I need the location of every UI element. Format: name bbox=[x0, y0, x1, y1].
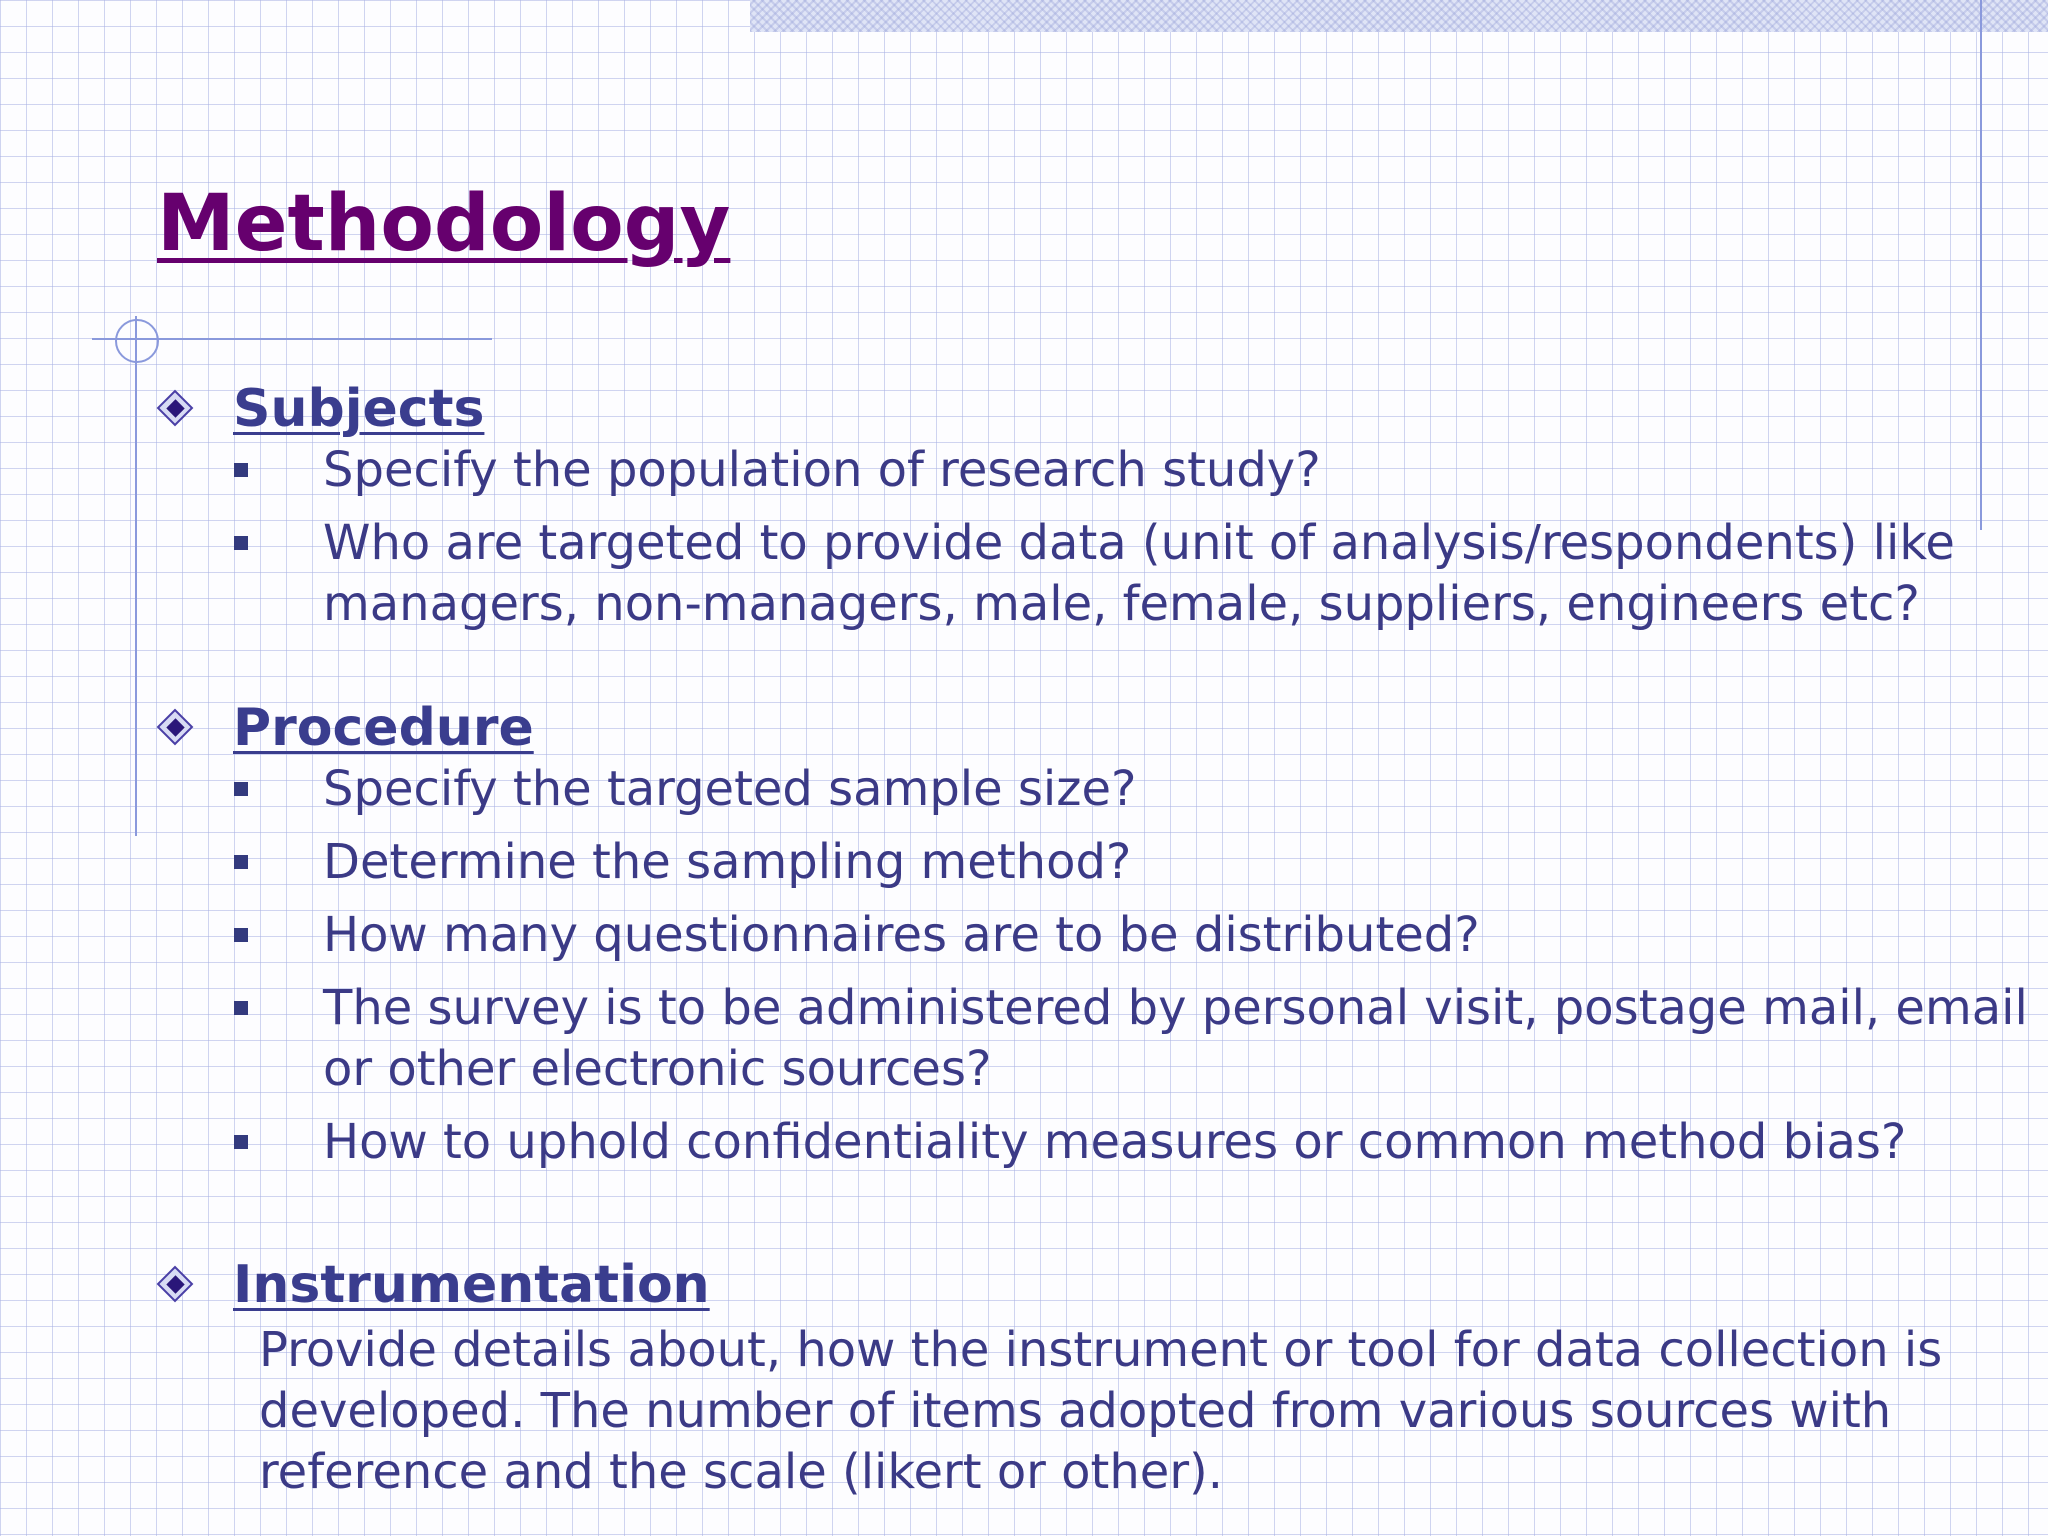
diamond-bullet-icon bbox=[155, 388, 197, 430]
bullet-text: Who are targeted to provide data (unit of analysis/respondents) like managers, non-managers, male, female, suppliers, engineers etc? bbox=[323, 515, 1955, 632]
decorative-top-band bbox=[750, 0, 2048, 32]
section-heading-instrumentation: Instrumentation bbox=[233, 1255, 710, 1315]
list-item bbox=[323, 440, 2048, 501]
section-subjects bbox=[155, 378, 2048, 647]
list-item bbox=[323, 513, 2048, 635]
section-procedure bbox=[155, 697, 2048, 1185]
bullet-text: Determine the sampling method? bbox=[323, 834, 1132, 890]
square-bullet-icon bbox=[234, 928, 248, 942]
square-bullet-icon bbox=[234, 855, 248, 869]
square-bullet-icon bbox=[234, 463, 248, 477]
bullet-text: Specify the targeted sample size? bbox=[323, 761, 1137, 817]
list-item bbox=[323, 978, 2048, 1100]
section-heading-row bbox=[155, 378, 2048, 440]
decorative-left-rule bbox=[135, 316, 137, 836]
diamond-bullet-icon bbox=[155, 707, 197, 749]
section-paragraph: Provide details about, how the instrument or tool for data collection is developed. The number of items adopted from various sources with reference and the scale (likert or other). bbox=[259, 1322, 1943, 1500]
diamond-bullet-icon bbox=[155, 1264, 197, 1306]
list-item bbox=[323, 1112, 2048, 1173]
bullet-text: How many questionnaires are to be distributed? bbox=[323, 907, 1480, 963]
square-bullet-icon bbox=[234, 536, 248, 550]
square-bullet-icon bbox=[234, 1001, 248, 1015]
list-item bbox=[323, 759, 2048, 820]
list-item bbox=[323, 832, 2048, 893]
section-heading-procedure: Procedure bbox=[233, 698, 534, 758]
section-instrumentation bbox=[155, 1254, 2009, 1503]
section-heading-row bbox=[155, 697, 2048, 759]
square-bullet-icon bbox=[234, 782, 248, 796]
section-heading-row bbox=[155, 1254, 2009, 1316]
square-bullet-icon bbox=[234, 1135, 248, 1149]
section-heading-subjects: Subjects bbox=[233, 379, 485, 439]
bullet-list bbox=[155, 440, 2048, 635]
bullet-text: How to uphold confidentiality measures or common method bias? bbox=[323, 1114, 1907, 1170]
bullet-text: Specify the population of research study? bbox=[323, 442, 1321, 498]
slide-title: Methodology bbox=[157, 179, 731, 269]
bullet-list bbox=[155, 759, 2048, 1173]
bullet-text: The survey is to be administered by personal visit, postage mail, email or other electronic sources? bbox=[323, 980, 2028, 1097]
decorative-circle bbox=[115, 319, 159, 363]
list-item bbox=[323, 905, 2048, 966]
